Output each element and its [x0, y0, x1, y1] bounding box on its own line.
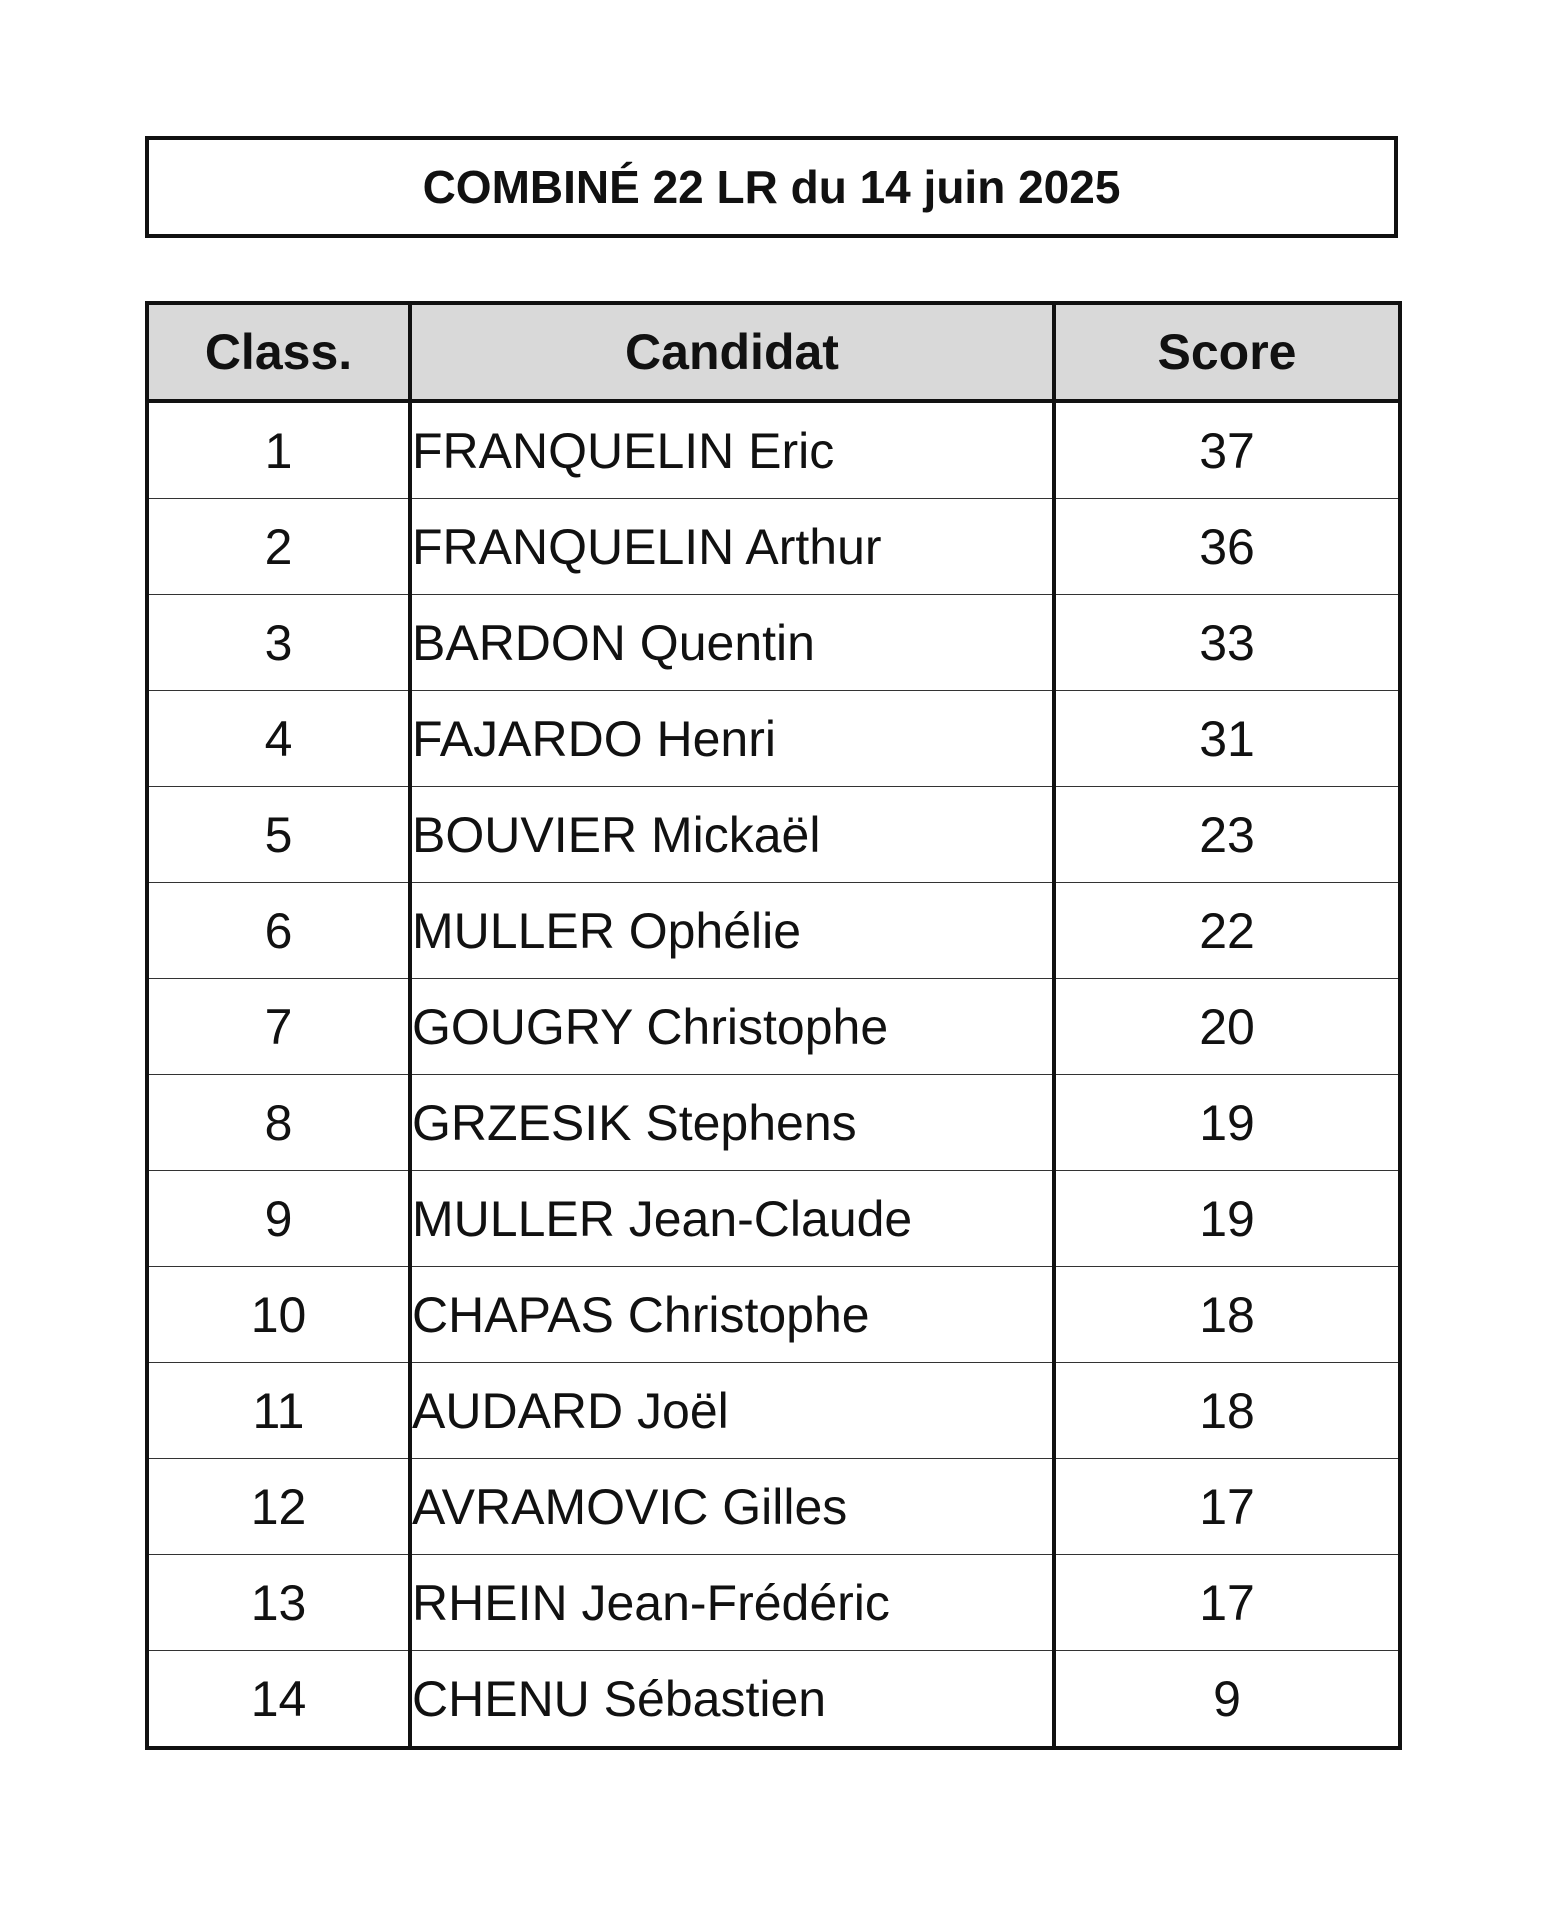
rank-cell: 12	[147, 1459, 410, 1555]
score-cell: 33	[1054, 595, 1400, 691]
score-cell: 9	[1054, 1651, 1400, 1749]
rank-cell: 4	[147, 691, 410, 787]
rank-cell: 7	[147, 979, 410, 1075]
candidate-cell: BARDON Quentin	[410, 595, 1054, 691]
rank-cell: 2	[147, 499, 410, 595]
score-cell: 37	[1054, 401, 1400, 499]
table-row	[147, 1267, 1400, 1363]
rank-cell: 13	[147, 1555, 410, 1651]
rank-cell: 11	[147, 1363, 410, 1459]
rank-cell: 10	[147, 1267, 410, 1363]
candidate-cell: AUDARD Joël	[410, 1363, 1054, 1459]
score-cell: 20	[1054, 979, 1400, 1075]
rank-cell: 14	[147, 1651, 410, 1749]
candidate-cell: FRANQUELIN Arthur	[410, 499, 1054, 595]
candidate-cell: GOUGRY Christophe	[410, 979, 1054, 1075]
rank-cell: 6	[147, 883, 410, 979]
score-cell: 19	[1054, 1171, 1400, 1267]
table-row	[147, 1651, 1400, 1749]
rank-cell: 9	[147, 1171, 410, 1267]
score-cell: 31	[1054, 691, 1400, 787]
results-table	[145, 301, 1402, 1750]
header-row	[147, 303, 1400, 401]
score-cell: 18	[1054, 1267, 1400, 1363]
candidate-cell: CHAPAS Christophe	[410, 1267, 1054, 1363]
rank-cell: 8	[147, 1075, 410, 1171]
rank-cell: 3	[147, 595, 410, 691]
table-row	[147, 499, 1400, 595]
candidate-cell: BOUVIER Mickaël	[410, 787, 1054, 883]
candidate-cell: FAJARDO Henri	[410, 691, 1054, 787]
table-row	[147, 1555, 1400, 1651]
rank-cell: 1	[147, 401, 410, 499]
table-row	[147, 1363, 1400, 1459]
score-cell: 17	[1054, 1555, 1400, 1651]
candidate-cell: FRANQUELIN Eric	[410, 401, 1054, 499]
score-cell: 36	[1054, 499, 1400, 595]
score-cell: 18	[1054, 1363, 1400, 1459]
candidate-cell: MULLER Jean-Claude	[410, 1171, 1054, 1267]
candidate-cell: RHEIN Jean-Frédéric	[410, 1555, 1054, 1651]
table-row	[147, 979, 1400, 1075]
rank-cell: 5	[147, 787, 410, 883]
table-row	[147, 1075, 1400, 1171]
header-candidate: Candidat	[410, 303, 1054, 401]
header-rank: Class.	[147, 303, 410, 401]
candidate-cell: GRZESIK Stephens	[410, 1075, 1054, 1171]
title-box	[145, 136, 1398, 238]
table-row	[147, 595, 1400, 691]
score-cell: 22	[1054, 883, 1400, 979]
table-row	[147, 1459, 1400, 1555]
candidate-cell: CHENU Sébastien	[410, 1651, 1054, 1749]
candidate-cell: MULLER Ophélie	[410, 883, 1054, 979]
table-row	[147, 1171, 1400, 1267]
score-cell: 23	[1054, 787, 1400, 883]
score-cell: 19	[1054, 1075, 1400, 1171]
header-score: Score	[1054, 303, 1400, 401]
score-cell: 17	[1054, 1459, 1400, 1555]
table-row	[147, 691, 1400, 787]
table-row	[147, 401, 1400, 499]
page-title: COMBINÉ 22 LR du 14 juin 2025	[422, 161, 1121, 213]
table-row	[147, 883, 1400, 979]
table-row	[147, 787, 1400, 883]
candidate-cell: AVRAMOVIC Gilles	[410, 1459, 1054, 1555]
